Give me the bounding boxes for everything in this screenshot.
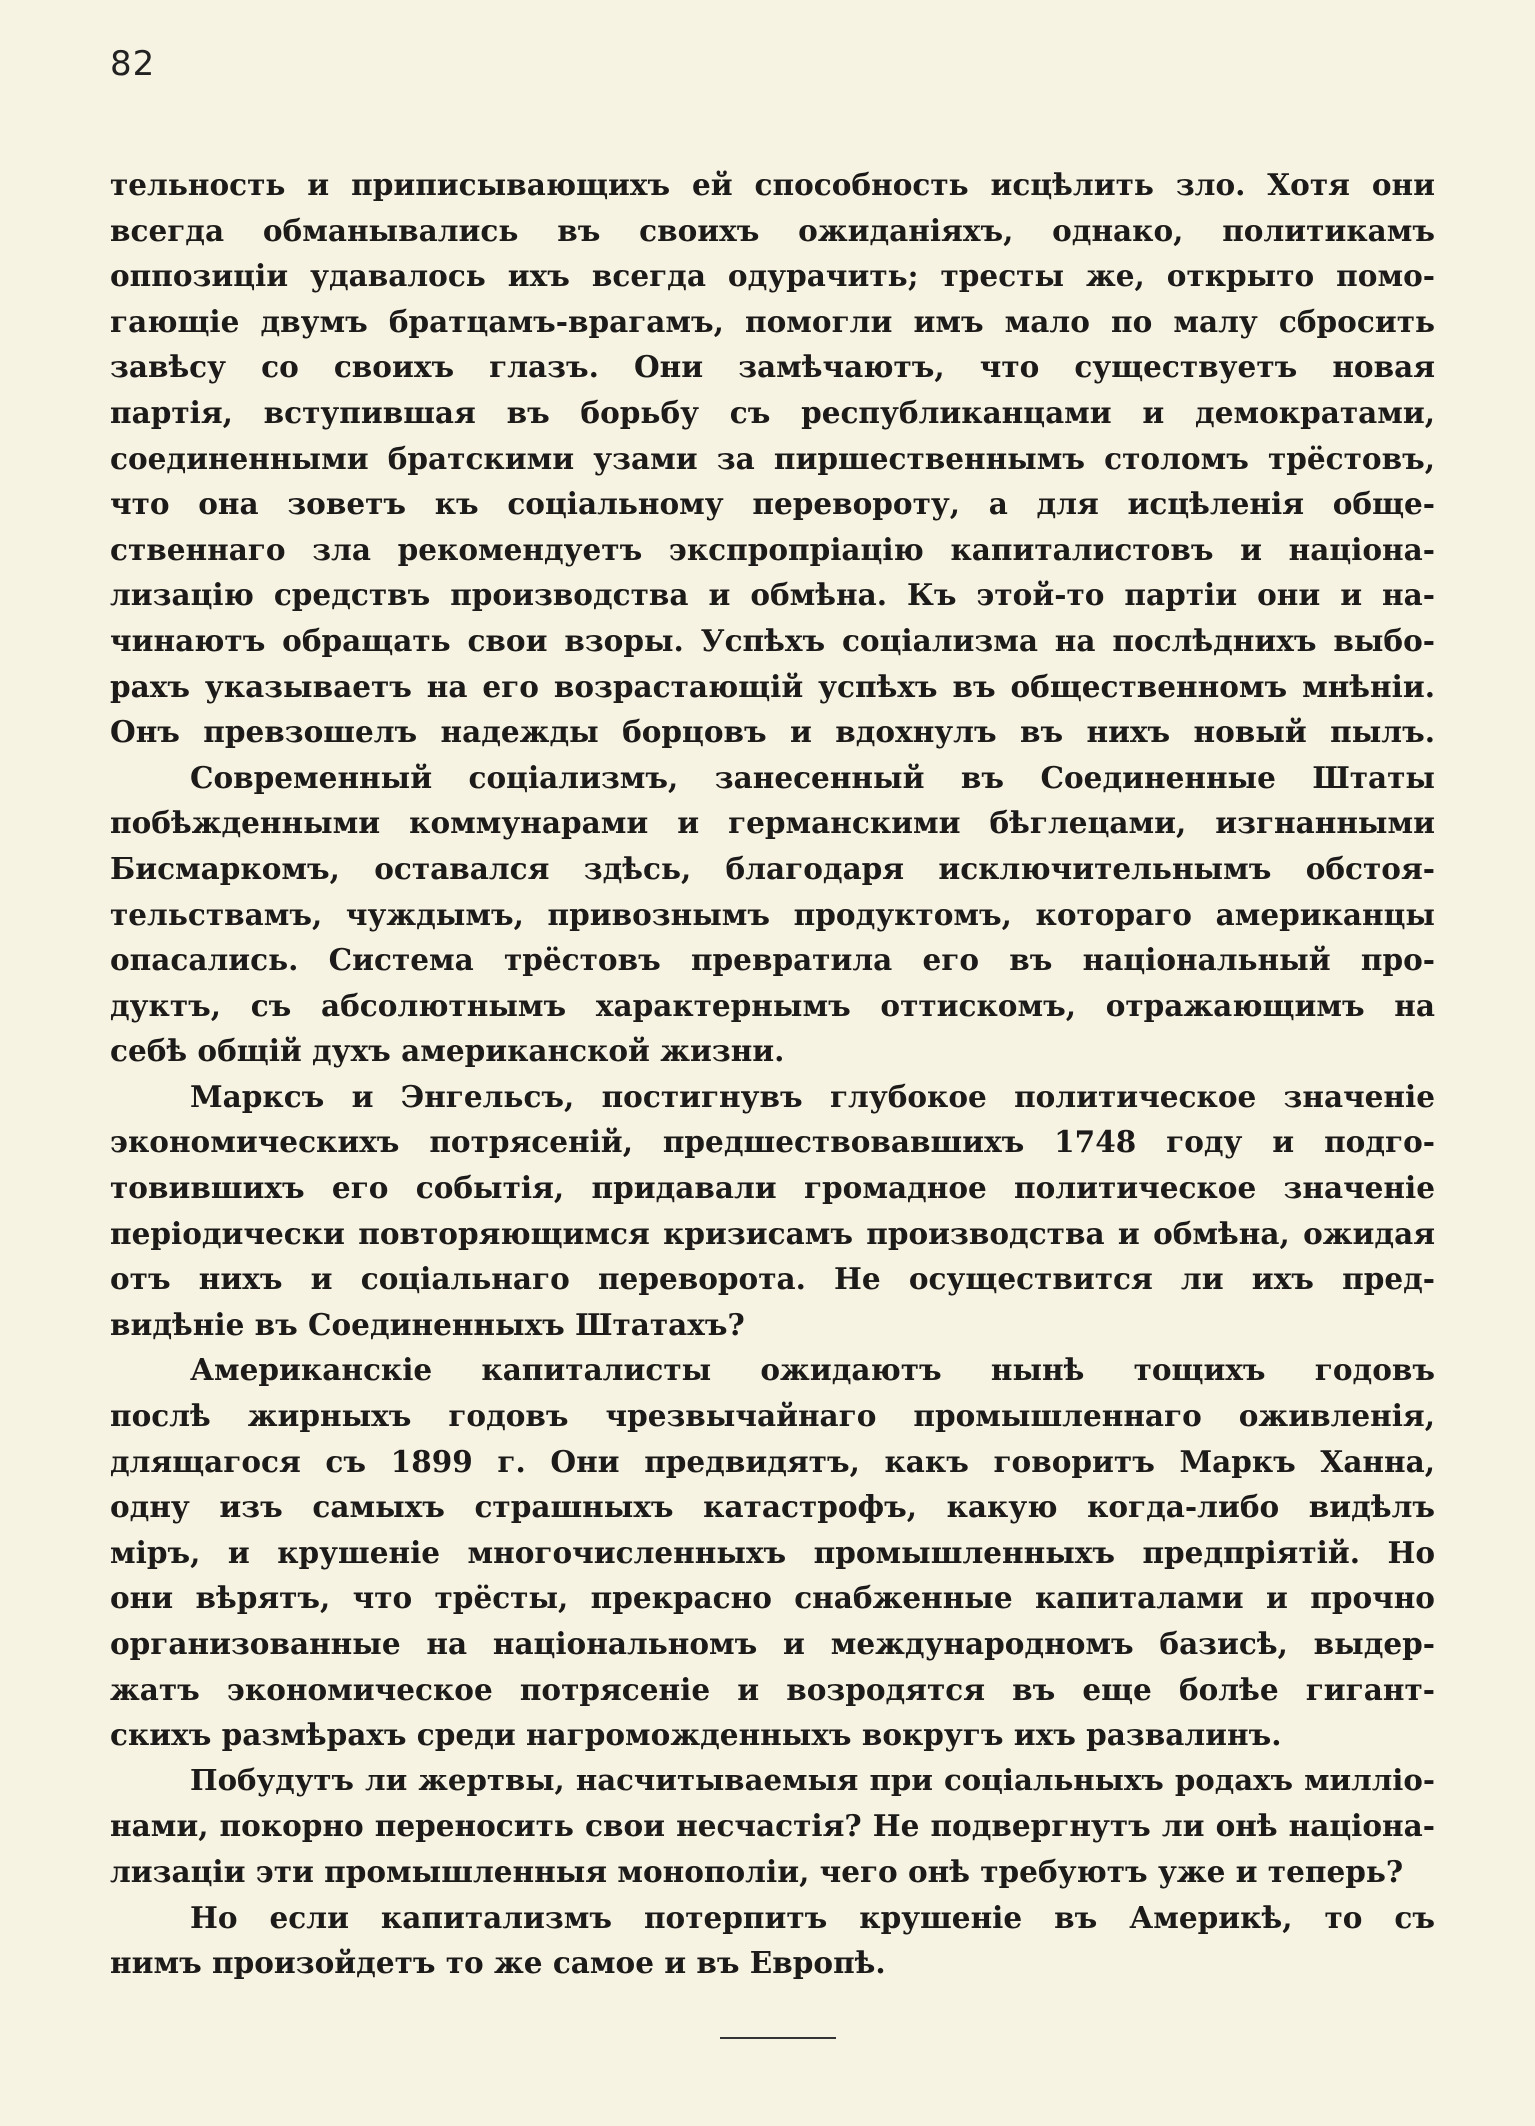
text-line: дуктъ, съ абсолютнымъ характернымъ оттискомъ, отражающимъ на (110, 987, 1435, 1023)
text-line: чинаютъ обращать свои взоры. Успѣхъ соціализма на послѣднихъ выбо- (110, 622, 1435, 658)
paragraph (110, 1074, 1435, 1348)
text-line: оппозиціи удавалось ихъ всегда одурачить; тресты же, открыто помо- (110, 258, 1435, 294)
text-line: тельность и приписывающихъ ей способность исцѣлить зло. Хотя они (110, 167, 1435, 202)
body-text (110, 162, 1435, 1986)
text-line: опасались. Система трёстовъ превратила его въ національный про- (110, 942, 1435, 978)
text-line: всегда обманывались въ своихъ ожиданіяхъ, однако, политикамъ (110, 212, 1435, 248)
text-line: соединенными братскими узами за пиршественнымъ столомъ трёстовъ, (110, 440, 1435, 476)
text-line: отъ нихъ и соціальнаго переворота. Не осуществится ли ихъ пред- (110, 1261, 1435, 1297)
text-line: они вѣрятъ, что трёсты, прекрасно снабженные капиталами и прочно (110, 1580, 1435, 1616)
text-line: побѣжденными коммунарами и германскими бѣглецами, изгнанными (110, 805, 1435, 841)
text-line: Современный соціализмъ, занесенный въ Соединенные Штаты (190, 759, 1435, 795)
text-line: Бисмаркомъ, оставался здѣсь, благодаря исключительнымъ обстоя- (110, 850, 1435, 886)
text-line: Онъ превзошелъ надежды борцовъ и вдохнулъ въ нихъ новый пылъ. (110, 714, 1435, 750)
text-line: нами, покорно переносить свои несчастія? Не подвергнутъ ли онѣ націона- (110, 1808, 1435, 1844)
text-line: длящагося съ 1899 г. Они предвидятъ, какъ говоритъ Маркъ Ханна, (110, 1443, 1435, 1479)
paragraph (110, 1895, 1435, 1986)
paragraph (110, 755, 1435, 1074)
text-line: послѣ жирныхъ годовъ чрезвычайнаго промышленнаго оживленія, (110, 1398, 1435, 1434)
text-line: Но если капитализмъ потерпитъ крушеніе въ Америкѣ, то съ (190, 1899, 1435, 1935)
text-line: завѣсу со своихъ глазъ. Они замѣчаютъ, что существуетъ новая (110, 349, 1435, 385)
text-line: Американскіе капиталисты ожидаютъ нынѣ тощихъ годовъ (190, 1352, 1435, 1388)
text-line: міръ, и крушеніе многочисленныхъ промышленныхъ предпріятій. Но (110, 1534, 1435, 1570)
end-rule-divider (720, 2037, 836, 2039)
text-line: лизаціи эти промышленныя монополіи, чего онѣ требуютъ уже и теперь? (110, 1853, 1404, 1889)
text-line: организованные на національномъ и международномъ базисѣ, выдер- (110, 1626, 1435, 1661)
text-line: Марксъ и Энгельсъ, постигнувъ глубокое политическое значеніе (190, 1078, 1435, 1114)
text-line: періодически повторяющимся кризисамъ производства и обмѣна, ожидая (110, 1215, 1435, 1251)
paragraph (110, 1758, 1435, 1895)
page-number: 82 (110, 44, 156, 84)
text-line: гающіе двумъ братцамъ-врагамъ, помогли имъ мало по малу сбросить (110, 303, 1435, 339)
text-line: скихъ размѣрахъ среди нагроможденныхъ вокругъ ихъ развалинъ. (110, 1717, 1282, 1753)
paragraph (110, 162, 1435, 755)
text-line: ственнаго зла рекомендуетъ экспропріацію капиталистовъ и націона- (110, 531, 1435, 567)
text-line: экономическихъ потрясеній, предшествовавшихъ 1748 году и подго- (110, 1124, 1435, 1160)
text-line: лизацію средствъ производства и обмѣна. Къ этой-то партіи они и на- (110, 577, 1435, 613)
text-line: что она зоветъ къ соціальному перевороту, а для исцѣленія обще- (110, 486, 1435, 522)
text-line: одну изъ самыхъ страшныхъ катастрофъ, какую когда-либо видѣлъ (110, 1489, 1435, 1525)
text-line: тельствамъ, чуждымъ, привознымъ продуктомъ, котораго американцы (110, 896, 1435, 932)
text-line: рахъ указываетъ на его возрастающій успѣхъ въ общественномъ мнѣніи. (110, 668, 1435, 704)
text-line: видѣніе въ Соединенныхъ Штатахъ? (110, 1306, 745, 1342)
text-line: жатъ экономическое потрясеніе и возродятся въ еще болѣе гигант- (110, 1671, 1435, 1707)
text-line: партія, вступившая въ борьбу съ республиканцами и демократами, (110, 394, 1435, 430)
paragraph (110, 1347, 1435, 1757)
text-line: товившихъ его событія, придавали громадное политическое значеніе (110, 1170, 1435, 1206)
text-line: Побудутъ ли жертвы, насчитываемыя при соціальныхъ родахъ милліо- (190, 1762, 1435, 1797)
text-line: нимъ произойдетъ то же самое и въ Европѣ. (110, 1945, 886, 1981)
text-line: себѣ общій духъ американской жизни. (110, 1033, 785, 1069)
